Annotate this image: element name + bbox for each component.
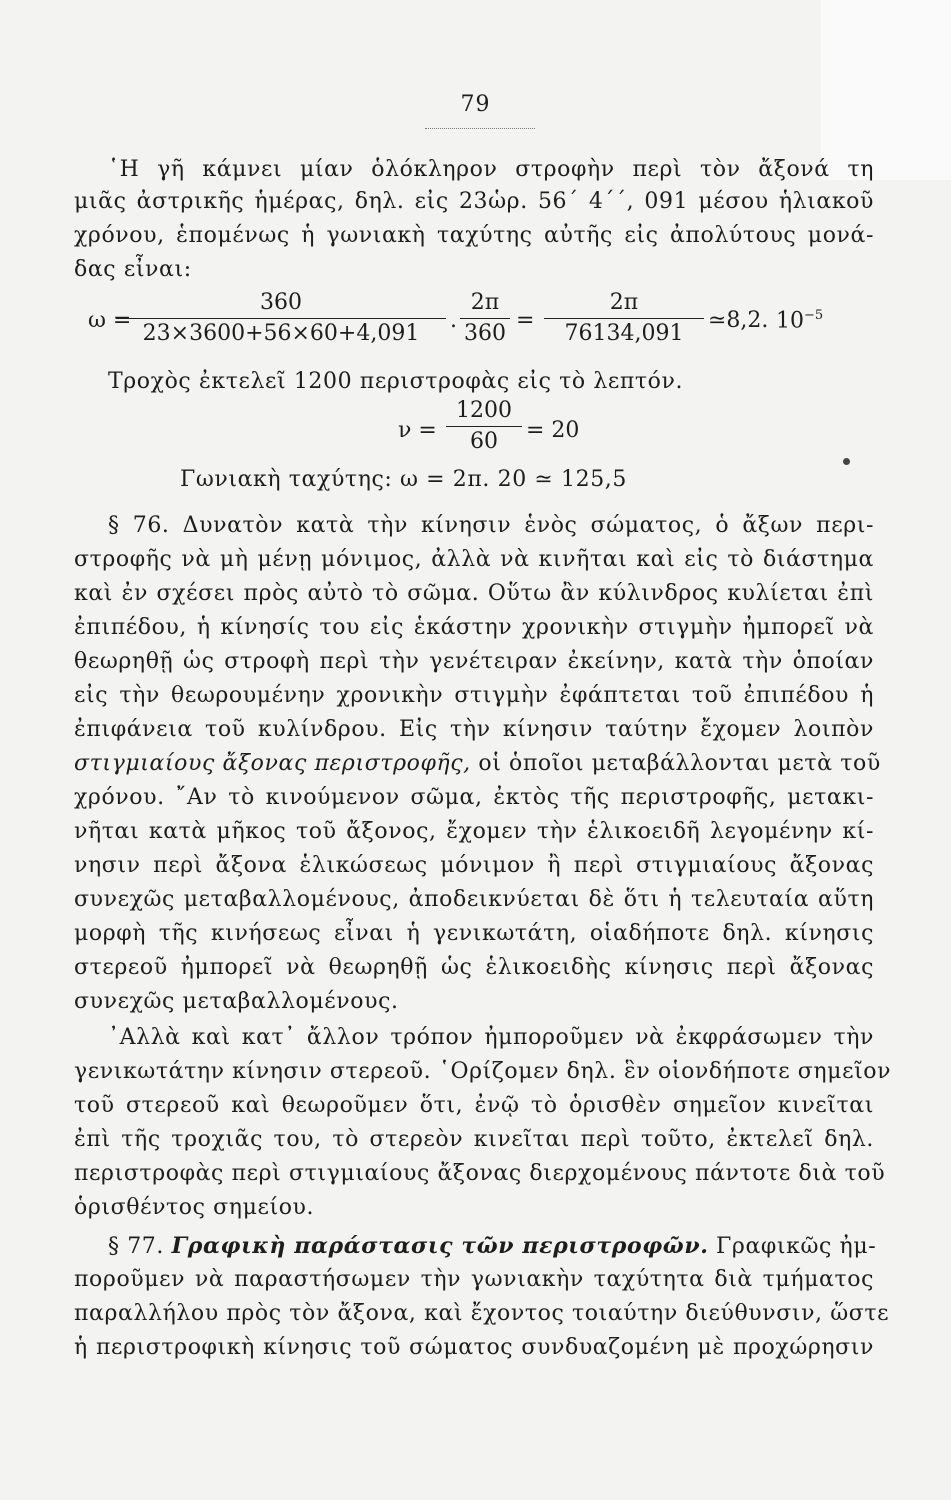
fraction-bar	[116, 318, 446, 319]
text-line: περιστροφὰς περὶ στιγμιαίους ἄξονας διερχομένους πάντοτε διὰ τοῦ	[74, 1161, 886, 1186]
frequency-formula	[398, 398, 658, 462]
fraction-2pi-total	[544, 290, 704, 347]
power-exponent: −5	[804, 308, 824, 323]
text-line: παραλλήλου πρὸς τὸν ἄξονα, καὶ ἔχοντος τοιαύτην διεύθυνσιν, ὥστε	[74, 1301, 890, 1326]
text-line: στερεοῦ ἠμπορεῖ νὰ θεωρηθῇ ὡς ἑλικοειδὴς κίνησις περὶ ἄξονας	[74, 955, 874, 980]
text-line: ἡ περιστροφικὴ κίνησις τοῦ σώματος συνδυαζομένη μὲ προχώρησιν	[74, 1335, 874, 1360]
numerator: 1200	[456, 398, 512, 423]
page-corner	[821, 0, 951, 180]
fraction-1200-60	[446, 398, 522, 455]
text-line: εἰς τὴν θεωρουμένην χρονικὴν στιγμὴν ἐφάπτεται τοῦ ἐπιπέδου ἡ	[74, 683, 874, 708]
text-line: Γωνιακὴ ταχύτης: ω = 2π. 20 ≃ 125,5	[180, 467, 627, 492]
text-line: μορφὴ τῆς κινήσεως εἶναι ἡ γενικωτάτη, οἱαδήποτε δηλ. κίνησις	[74, 921, 874, 946]
text-line: δας εἶναι:	[74, 257, 192, 282]
text-line: ποροῦμεν νὰ παραστήσωμεν τὴν γωνιακὴν ταχύτητα διὰ τμήματος	[74, 1267, 874, 1292]
power-base: 10	[776, 308, 804, 334]
text-line	[74, 750, 881, 778]
text-line: γενικωτάτην κίνησιν στερεοῦ. ῾Ορίζομεν δηλ. ἓν οἱονδήποτε σημεῖον	[74, 1059, 892, 1084]
text-line: χρόνου, ἑπομένως ἡ γωνιακὴ ταχύτης αὐτῆς εἰς ἀπολύτους μονά-	[74, 223, 874, 248]
text-line: νῆται κατὰ μῆκος τοῦ ἄξονος, ἔχομεν τὴν ἑλικοειδῆ λεγομένην κί-	[74, 819, 874, 844]
power-of-ten	[776, 308, 823, 333]
text-line: στροφῆς νὰ μὴ μένῃ μόνιμος, ἀλλὰ νὰ κινῆται καὶ εἰς τὸ διάστημα	[74, 547, 874, 572]
equals-sign: =	[516, 308, 535, 333]
text-line: ᾽Αλλὰ καὶ κατ᾽ ἄλλον τρόπον ἠμποροῦμεν νὰ ἐκφράσωμεν τὴν	[108, 1025, 874, 1050]
fraction-bar	[446, 426, 522, 427]
text-line: ἐπιφάνεια τοῦ κυλίνδρου. Εἰς τὴν κίνησιν ταύτην ἔχομεν λοιπὸν	[74, 717, 874, 742]
section-number: § 77.	[108, 1234, 164, 1259]
margin-dot	[843, 458, 850, 465]
text-line: ῾Η γῆ κάμνει μίαν ὁλόκληρον στροφὴν περὶ τὸν ἄξονά τη	[108, 157, 874, 182]
page-number-rule	[425, 128, 535, 129]
text-line: συνεχῶς μεταβαλλομένους, ἀποδεικνύεται δὲ ὅτι ἡ τελευταία αὕτη	[74, 887, 874, 912]
text-line: μιᾶς ἀστρικῆς ἡμέρας, δηλ. εἰς 23ὡρ. 56΄ 4΄΄, 091 μέσου ἡλιακοῦ	[74, 189, 874, 214]
text-line: τοῦ στερεοῦ καὶ θεωροῦμεν ὅτι, ἐνῷ τὸ ὁρισθὲν σημεῖον κινεῖται	[74, 1093, 874, 1118]
text-line: θεωρηθῇ ὡς στροφὴ περὶ τὴν γενέτειραν ἐκείνην, κατὰ τὴν ὁποίαν	[74, 649, 874, 674]
multiply-dot: .	[450, 308, 457, 333]
angular-velocity-formula	[88, 290, 888, 360]
section-heading-line	[108, 1232, 877, 1261]
text-line: συνεχῶς μεταβαλλομένους.	[74, 989, 399, 1014]
text-line: ἐπὶ τῆς τροχιᾶς του, τὸ στερεὸν κινεῖται περὶ τοῦτο, ἐκτελεῖ δηλ.	[74, 1127, 874, 1152]
text-line: καὶ ἐν σχέσει πρὸς αὐτὸ τὸ σῶμα. Οὕτω ἂν κύλινδρος κυλίεται ἐπὶ	[74, 581, 874, 606]
numerator: 2π	[470, 290, 500, 315]
denominator: 23×3600+56×60+4,091	[142, 321, 420, 346]
numerator: 360	[260, 290, 302, 315]
fraction-seconds	[116, 290, 446, 347]
formula-lhs: ω =	[88, 308, 132, 333]
page-number: 79	[460, 92, 491, 117]
denominator: 360	[464, 321, 506, 346]
text-line: χρόνου. ῎Αν τὸ κινούμενον σῶμα, ἐκτὸς τῆς περιστροφῆς, μετακι-	[74, 785, 874, 810]
formula-lhs: ν =	[398, 418, 437, 443]
text-line: νησιν περὶ ἄξονα ἑλικώσεως μόνιμον ἢ περὶ στιγμιαίους ἄξονας	[74, 853, 874, 878]
denominator: 76134,091	[564, 321, 684, 346]
section-heading-line: § 76. Δυνατὸν κατὰ τὴν κίνησιν ἑνὸς σώματος, ὁ ἄξων περι-	[108, 513, 874, 538]
denominator: 60	[470, 429, 498, 454]
text-line: Τροχὸς ἐκτελεῖ 1200 περιστροφὰς εἰς τὸ λεπτόν.	[108, 369, 684, 394]
italic-term: στιγμιαίους ἄξονας περιστροφῆς,	[74, 751, 471, 776]
section-title: Γραφικὴ παράστασις τῶν περιστροφῶν.	[171, 1233, 709, 1259]
text-fragment: οἱ ὁποῖοι μεταβάλλονται μετὰ τοῦ	[478, 751, 881, 776]
text-fragment: Γραφικῶς ἠμ-	[716, 1234, 877, 1259]
text-line: ἐπιπέδου, ἡ κίνησίς του εἰς ἑκάστην χρονικὴν στιγμὴν ἠμπορεῖ νὰ	[74, 615, 874, 640]
fraction-bar	[544, 318, 704, 319]
fraction-2pi-360	[460, 290, 510, 347]
numerator: 2π	[609, 290, 639, 315]
approx-value: ≃8,2.	[708, 308, 769, 333]
fraction-bar	[460, 318, 510, 319]
text-line: ὁρισθέντος σημείου.	[74, 1195, 315, 1220]
formula-rhs: = 20	[526, 418, 580, 443]
